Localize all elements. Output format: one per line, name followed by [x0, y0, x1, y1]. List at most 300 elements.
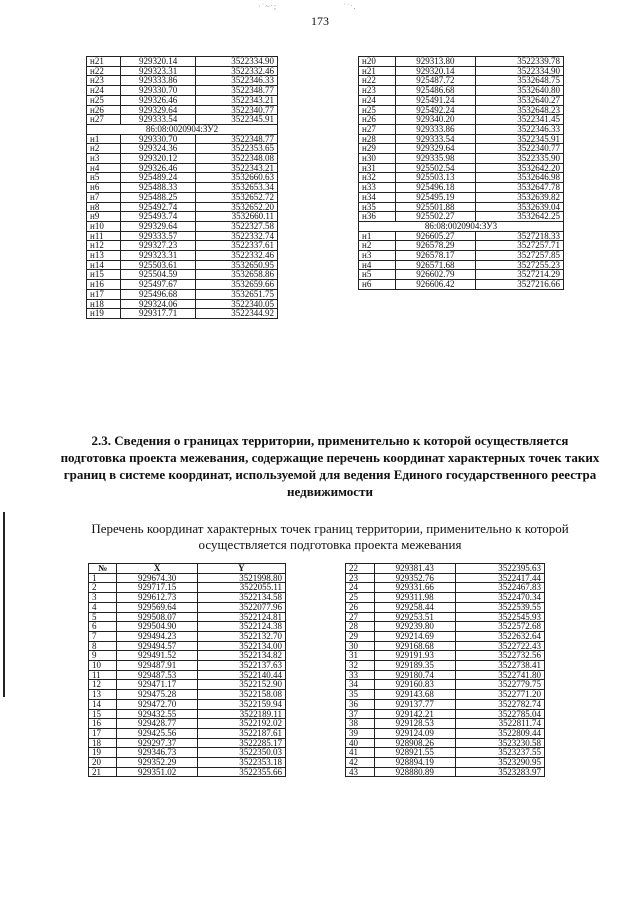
x-coordinate-cell: 929674.30 [117, 573, 197, 583]
point-id-cell: н35 [359, 202, 396, 212]
y-coordinate-cell: 3522332.46 [195, 251, 277, 261]
y-coordinate-cell: 3522124.38 [197, 622, 285, 632]
x-coordinate-cell: 926578.17 [395, 251, 475, 261]
y-coordinate-cell: 3522632.64 [455, 631, 544, 641]
y-coordinate-cell: 3522346.33 [195, 76, 277, 86]
y-coordinate-cell: 3532640.27 [475, 95, 563, 105]
y-coordinate-cell: 3523230.58 [455, 738, 544, 748]
x-coordinate-cell: 925488.25 [121, 192, 196, 202]
x-coordinate-cell: 925489.24 [121, 173, 196, 183]
point-id-cell: н16 [87, 280, 121, 290]
point-id-cell: н31 [359, 163, 396, 173]
point-id-cell: н11 [87, 231, 121, 241]
point-id-cell: н4 [87, 163, 121, 173]
y-coordinate-cell: 3532660.63 [195, 173, 277, 183]
point-id-cell: н8 [87, 202, 121, 212]
x-coordinate-cell: 929333.86 [121, 76, 196, 86]
y-coordinate-cell: 3522132.70 [197, 631, 285, 641]
table-row [87, 221, 278, 231]
point-id-cell: 22 [346, 564, 375, 574]
table-row [359, 115, 564, 125]
y-coordinate-cell: 3522337.61 [195, 241, 277, 251]
x-coordinate-cell: 929317.71 [121, 309, 196, 319]
point-id-cell: 29 [346, 631, 375, 641]
table-row [346, 758, 545, 768]
point-id-cell: 15 [89, 709, 117, 719]
y-coordinate-cell: 3532653.34 [195, 183, 277, 193]
point-id-cell: н14 [87, 260, 121, 270]
x-coordinate-cell: 929297.37 [117, 738, 197, 748]
y-coordinate-cell: 3522334.90 [195, 57, 277, 67]
point-id-cell: н9 [87, 212, 121, 222]
point-id-cell: 36 [346, 699, 375, 709]
y-coordinate-cell: 3523237.55 [455, 748, 544, 758]
x-coordinate-cell: 929352.29 [117, 758, 197, 768]
section-heading: 2.3. Сведения о границах территории, применительно к которой осуществляется подготовка проекта межевания, содержащие перечень координат характерных точек таких границ в системе координат, используемой для ведения Единого государственного реестра недвижимости [60, 433, 600, 499]
point-id-cell: 30 [346, 641, 375, 651]
x-coordinate-cell: 929331.66 [374, 583, 455, 593]
y-coordinate-cell: 3522332.46 [195, 66, 277, 76]
table-row [359, 192, 564, 202]
x-coordinate-cell: 925501.88 [395, 202, 475, 212]
y-coordinate-cell: 3522140.44 [197, 670, 285, 680]
y-coordinate-cell: 3532642.25 [475, 212, 563, 222]
y-coordinate-cell: 3522345.91 [475, 134, 563, 144]
point-id-cell: н25 [359, 105, 396, 115]
y-coordinate-cell: 3522339.78 [475, 57, 563, 67]
point-id-cell: н10 [87, 221, 121, 231]
y-coordinate-cell: 3522285.17 [197, 738, 285, 748]
x-coordinate-cell: 929612.73 [117, 593, 197, 603]
x-coordinate-cell: 925491.24 [395, 95, 475, 105]
point-id-cell: н15 [87, 270, 121, 280]
table-row [87, 280, 278, 290]
point-id-cell: н3 [87, 154, 121, 164]
x-coordinate-cell: 929352.76 [374, 573, 455, 583]
x-coordinate-cell: 926571.68 [395, 260, 475, 270]
y-coordinate-cell: 3522811.74 [455, 719, 544, 729]
point-id-cell: 19 [89, 748, 117, 758]
y-coordinate-cell: 3522343.21 [195, 95, 277, 105]
point-id-cell: 3 [89, 593, 117, 603]
table-row [89, 602, 286, 612]
table-row [359, 280, 564, 290]
x-coordinate-cell: 929333.54 [121, 115, 196, 125]
point-id-cell: н34 [359, 192, 396, 202]
y-coordinate-cell: 3532652.72 [195, 192, 277, 202]
point-id-cell: н20 [359, 57, 396, 67]
point-id-cell: н28 [359, 134, 396, 144]
x-coordinate-cell: 929191.93 [374, 651, 455, 661]
table-row [346, 767, 545, 777]
point-id-cell: 33 [346, 670, 375, 680]
point-id-cell: 28 [346, 622, 375, 632]
point-id-cell: 41 [346, 748, 375, 758]
x-coordinate-cell: 925486.68 [395, 86, 475, 96]
x-coordinate-cell: 929569.64 [117, 602, 197, 612]
y-coordinate-cell: 3527257.71 [475, 241, 563, 251]
x-coordinate-cell: 925502.27 [395, 212, 475, 222]
y-coordinate-cell: 3522741.80 [455, 670, 544, 680]
point-id-cell: 24 [346, 583, 375, 593]
x-coordinate-cell: 929128.53 [374, 719, 455, 729]
point-id-cell: н5 [87, 173, 121, 183]
x-coordinate-cell: 929428.77 [117, 719, 197, 729]
y-coordinate-cell: 3532642.20 [475, 163, 563, 173]
y-coordinate-cell: 3532639.82 [475, 192, 563, 202]
x-coordinate-cell: 929323.31 [121, 251, 196, 261]
y-coordinate-cell: 3522340.77 [195, 105, 277, 115]
x-coordinate-cell: 929258.44 [374, 602, 455, 612]
point-id-cell: 13 [89, 690, 117, 700]
point-id-cell: н2 [359, 241, 396, 251]
x-coordinate-cell: 929351.02 [117, 767, 197, 777]
x-coordinate-cell: 925492.74 [121, 202, 196, 212]
table-row [359, 86, 564, 96]
y-coordinate-cell: 3522077.96 [197, 602, 285, 612]
point-id-cell: н18 [87, 299, 121, 309]
y-coordinate-cell: 3527216.66 [475, 280, 563, 290]
x-coordinate-cell: 929330.70 [121, 86, 196, 96]
point-id-cell: 32 [346, 661, 375, 671]
point-id-cell: н1 [359, 231, 396, 241]
point-id-cell: 7 [89, 631, 117, 641]
table-row [346, 622, 545, 632]
scan-artifact: ·˙~ˑ; [258, 2, 278, 11]
x-coordinate-cell: 929143.68 [374, 690, 455, 700]
x-coordinate-cell: 925493.74 [121, 212, 196, 222]
table-row [87, 212, 278, 222]
x-coordinate-cell: 929320.14 [121, 57, 196, 67]
table-row [87, 192, 278, 202]
y-coordinate-cell: 3522134.00 [197, 641, 285, 651]
point-id-cell: 4 [89, 602, 117, 612]
point-id-cell: н19 [87, 309, 121, 319]
point-id-cell: н26 [359, 115, 396, 125]
table-row [359, 212, 564, 222]
table-row [359, 183, 564, 193]
x-coordinate-cell: 926606.42 [395, 280, 475, 290]
point-id-cell: 17 [89, 728, 117, 738]
point-id-cell: н25 [87, 95, 121, 105]
table-row [89, 690, 286, 700]
y-coordinate-cell: 3532646.98 [475, 173, 563, 183]
y-coordinate-cell: 3522187.61 [197, 728, 285, 738]
y-coordinate-cell: 3522340.77 [475, 144, 563, 154]
x-coordinate-cell: 925503.13 [395, 173, 475, 183]
x-coordinate-cell: 925487.72 [395, 76, 475, 86]
table-row [359, 154, 564, 164]
x-coordinate-cell: 925502.54 [395, 163, 475, 173]
point-id-cell: н24 [359, 95, 396, 105]
y-coordinate-cell: 3522545.93 [455, 612, 544, 622]
y-coordinate-cell: 3532647.78 [475, 183, 563, 193]
point-id-cell: 5 [89, 612, 117, 622]
point-id-cell: 8 [89, 641, 117, 651]
y-coordinate-cell: 3522137.63 [197, 661, 285, 671]
table-row [359, 221, 564, 231]
point-id-cell: н6 [87, 183, 121, 193]
binding-margin-line [3, 512, 5, 697]
y-coordinate-cell: 3527257.85 [475, 251, 563, 261]
x-coordinate-cell: 926578.29 [395, 241, 475, 251]
point-id-cell: н17 [87, 289, 121, 299]
point-id-cell: н21 [359, 66, 396, 76]
y-coordinate-cell: 3523283.97 [455, 767, 544, 777]
y-coordinate-cell: 3522343.21 [195, 163, 277, 173]
y-coordinate-cell: 3532639.04 [475, 202, 563, 212]
point-id-cell: н2 [87, 144, 121, 154]
y-coordinate-cell: 3522809.44 [455, 728, 544, 738]
point-id-cell: 26 [346, 602, 375, 612]
x-coordinate-cell: 925497.67 [121, 280, 196, 290]
y-coordinate-cell: 3522348.77 [195, 134, 277, 144]
table-row [87, 154, 278, 164]
point-id-cell: 10 [89, 661, 117, 671]
x-coordinate-cell: 929508.07 [117, 612, 197, 622]
point-id-cell: н30 [359, 154, 396, 164]
x-coordinate-cell: 928908.26 [374, 738, 455, 748]
table-row [89, 631, 286, 641]
y-coordinate-cell: 3527218.33 [475, 231, 563, 241]
x-coordinate-cell: 928894.19 [374, 758, 455, 768]
table-row [346, 602, 545, 612]
point-id-cell: 43 [346, 767, 375, 777]
point-id-cell: 38 [346, 719, 375, 729]
y-coordinate-cell: 3522158.08 [197, 690, 285, 700]
y-coordinate-cell: 3522340.05 [195, 299, 277, 309]
x-coordinate-cell: 929320.12 [121, 154, 196, 164]
point-id-cell: н13 [87, 251, 121, 261]
x-coordinate-cell: 925503.61 [121, 260, 196, 270]
table-row [359, 57, 564, 67]
table-row [89, 622, 286, 632]
y-coordinate-cell: 3522055.11 [197, 583, 285, 593]
point-id-cell: 34 [346, 680, 375, 690]
point-id-cell: н36 [359, 212, 396, 222]
x-coordinate-cell: 929333.86 [395, 124, 475, 134]
y-coordinate-cell: 3522779.75 [455, 680, 544, 690]
point-id-cell: 39 [346, 728, 375, 738]
y-coordinate-cell: 3532640.80 [475, 86, 563, 96]
x-coordinate-cell: 925496.68 [121, 289, 196, 299]
x-coordinate-cell: 929324.06 [121, 299, 196, 309]
point-id-cell: 6 [89, 622, 117, 632]
x-coordinate-cell: 929137.77 [374, 699, 455, 709]
y-coordinate-cell: 3521998.80 [197, 573, 285, 583]
y-coordinate-cell: 3532651.75 [195, 289, 277, 299]
point-id-cell: н24 [87, 86, 121, 96]
x-coordinate-cell: 929180.74 [374, 670, 455, 680]
point-id-cell: н26 [87, 105, 121, 115]
x-coordinate-cell: 925495.19 [395, 192, 475, 202]
table-row [346, 719, 545, 729]
y-coordinate-cell: 3532658.86 [195, 270, 277, 280]
y-coordinate-cell: 3522353.18 [197, 758, 285, 768]
y-coordinate-cell: 3532659.66 [195, 280, 277, 290]
coordinates-table-upper-right [358, 56, 564, 290]
point-id-cell: 35 [346, 690, 375, 700]
x-coordinate-cell: 929324.36 [121, 144, 196, 154]
y-coordinate-cell: 3522335.90 [475, 154, 563, 164]
y-coordinate-cell: 3522327.58 [195, 221, 277, 231]
point-id-cell: н5 [359, 270, 396, 280]
y-coordinate-cell: 3522159.94 [197, 699, 285, 709]
point-id-cell: н27 [87, 115, 121, 125]
x-coordinate-cell: 929313.80 [395, 57, 475, 67]
point-id-cell: 40 [346, 738, 375, 748]
table-row [87, 57, 278, 67]
point-id-cell: 42 [346, 758, 375, 768]
y-coordinate-cell: 3522124.81 [197, 612, 285, 622]
x-coordinate-cell: 929329.64 [121, 221, 196, 231]
y-coordinate-cell: 3522395.63 [455, 564, 544, 574]
point-id-cell: 20 [89, 758, 117, 768]
x-coordinate-cell: 929491.52 [117, 651, 197, 661]
table-row [87, 124, 278, 134]
point-id-cell: н4 [359, 260, 396, 270]
table-row [89, 719, 286, 729]
x-coordinate-cell: 925492.24 [395, 105, 475, 115]
y-coordinate-cell: 3522782.74 [455, 699, 544, 709]
table-row [359, 124, 564, 134]
table-row [346, 661, 545, 671]
y-coordinate-cell: 3522341.45 [475, 115, 563, 125]
header-number: № [89, 564, 117, 574]
x-coordinate-cell: 929326.46 [121, 95, 196, 105]
x-coordinate-cell: 926605.27 [395, 231, 475, 241]
point-id-cell: н33 [359, 183, 396, 193]
point-id-cell: 12 [89, 680, 117, 690]
y-coordinate-cell: 3522353.65 [195, 144, 277, 154]
x-coordinate-cell: 929346.73 [117, 748, 197, 758]
x-coordinate-cell: 928921.55 [374, 748, 455, 758]
x-coordinate-cell: 929160.83 [374, 680, 455, 690]
point-id-cell: 2 [89, 583, 117, 593]
coordinates-table-upper-left [86, 56, 278, 319]
header-y: Y [197, 564, 285, 574]
y-coordinate-cell: 3522732.56 [455, 651, 544, 661]
y-coordinate-cell: 3522346.33 [475, 124, 563, 134]
x-coordinate-cell: 929253.51 [374, 612, 455, 622]
x-coordinate-cell: 925504.59 [121, 270, 196, 280]
table-row [359, 95, 564, 105]
y-coordinate-cell: 3522738.41 [455, 661, 544, 671]
x-coordinate-cell: 929494.23 [117, 631, 197, 641]
y-coordinate-cell: 3522722.43 [455, 641, 544, 651]
table-row [89, 593, 286, 603]
table-row [87, 309, 278, 319]
table-row [87, 289, 278, 299]
point-id-cell: н32 [359, 173, 396, 183]
table-row [87, 251, 278, 261]
y-coordinate-cell: 3522350.03 [197, 748, 285, 758]
point-id-cell: 21 [89, 767, 117, 777]
x-coordinate-cell: 929333.54 [395, 134, 475, 144]
x-coordinate-cell: 929487.53 [117, 670, 197, 680]
table-row [87, 95, 278, 105]
y-coordinate-cell: 3532648.23 [475, 105, 563, 115]
x-coordinate-cell: 926602.79 [395, 270, 475, 280]
header-x: X [117, 564, 197, 574]
table-row [87, 115, 278, 125]
point-id-cell: н21 [87, 57, 121, 67]
x-coordinate-cell: 928880.89 [374, 767, 455, 777]
point-id-cell: н6 [359, 280, 396, 290]
y-coordinate-cell: 3522332.74 [195, 231, 277, 241]
x-coordinate-cell: 929432.55 [117, 709, 197, 719]
point-id-cell: 9 [89, 651, 117, 661]
x-coordinate-cell: 929239.80 [374, 622, 455, 632]
table-row [89, 767, 286, 777]
x-coordinate-cell: 929168.68 [374, 641, 455, 651]
y-coordinate-cell: 3522771.20 [455, 690, 544, 700]
table-row [346, 690, 545, 700]
y-coordinate-cell: 3522470.34 [455, 593, 544, 603]
list-title: Перечень координат характерных точек границ территории, применительно к которой осуществляется подготовка проекта межевания [91, 521, 569, 552]
y-coordinate-cell: 3522572.68 [455, 622, 544, 632]
page-number: 173 [311, 14, 329, 28]
y-coordinate-cell: 3522152.90 [197, 680, 285, 690]
point-id-cell: н23 [359, 86, 396, 96]
point-id-cell: 25 [346, 593, 375, 603]
y-coordinate-cell: 3522134.82 [197, 651, 285, 661]
point-id-cell: 1 [89, 573, 117, 583]
y-coordinate-cell: 3527214.29 [475, 270, 563, 280]
point-id-cell: н23 [87, 76, 121, 86]
y-coordinate-cell: 3522192.02 [197, 719, 285, 729]
scan-artifact: ˙˙ˑ. [343, 2, 357, 11]
y-coordinate-cell: 3532650.95 [195, 260, 277, 270]
x-coordinate-cell: 929475.28 [117, 690, 197, 700]
point-id-cell: н27 [359, 124, 396, 134]
point-id-cell: 18 [89, 738, 117, 748]
table-row [89, 661, 286, 671]
y-coordinate-cell: 3522348.77 [195, 86, 277, 96]
y-coordinate-cell: 3522344.92 [195, 309, 277, 319]
y-coordinate-cell: 3522467.83 [455, 583, 544, 593]
x-coordinate-cell: 929471.17 [117, 680, 197, 690]
x-coordinate-cell: 929330.70 [121, 134, 196, 144]
table-row [346, 593, 545, 603]
boundary-points-table-right [345, 563, 545, 777]
point-id-cell: н22 [87, 66, 121, 76]
x-coordinate-cell: 929335.98 [395, 154, 475, 164]
point-id-cell: 31 [346, 651, 375, 661]
y-coordinate-cell: 3522345.91 [195, 115, 277, 125]
y-coordinate-cell: 3522189.11 [197, 709, 285, 719]
x-coordinate-cell: 929425.56 [117, 728, 197, 738]
x-coordinate-cell: 929142.21 [374, 709, 455, 719]
parcel-id-row: 86:08:0020904:ЗУ3 [359, 221, 564, 231]
boundary-points-table-left [88, 563, 286, 777]
point-id-cell: н7 [87, 192, 121, 202]
table-row [346, 631, 545, 641]
x-coordinate-cell: 929326.46 [121, 163, 196, 173]
table-row [346, 564, 545, 574]
y-coordinate-cell: 3522355.66 [197, 767, 285, 777]
x-coordinate-cell: 929472.70 [117, 699, 197, 709]
table-row [89, 699, 286, 709]
table-row [89, 728, 286, 738]
y-coordinate-cell: 3522134.58 [197, 593, 285, 603]
x-coordinate-cell: 929494.57 [117, 641, 197, 651]
table-row [87, 183, 278, 193]
point-id-cell: 14 [89, 699, 117, 709]
x-coordinate-cell: 929504.90 [117, 622, 197, 632]
y-coordinate-cell: 3527255.23 [475, 260, 563, 270]
x-coordinate-cell: 929327.23 [121, 241, 196, 251]
